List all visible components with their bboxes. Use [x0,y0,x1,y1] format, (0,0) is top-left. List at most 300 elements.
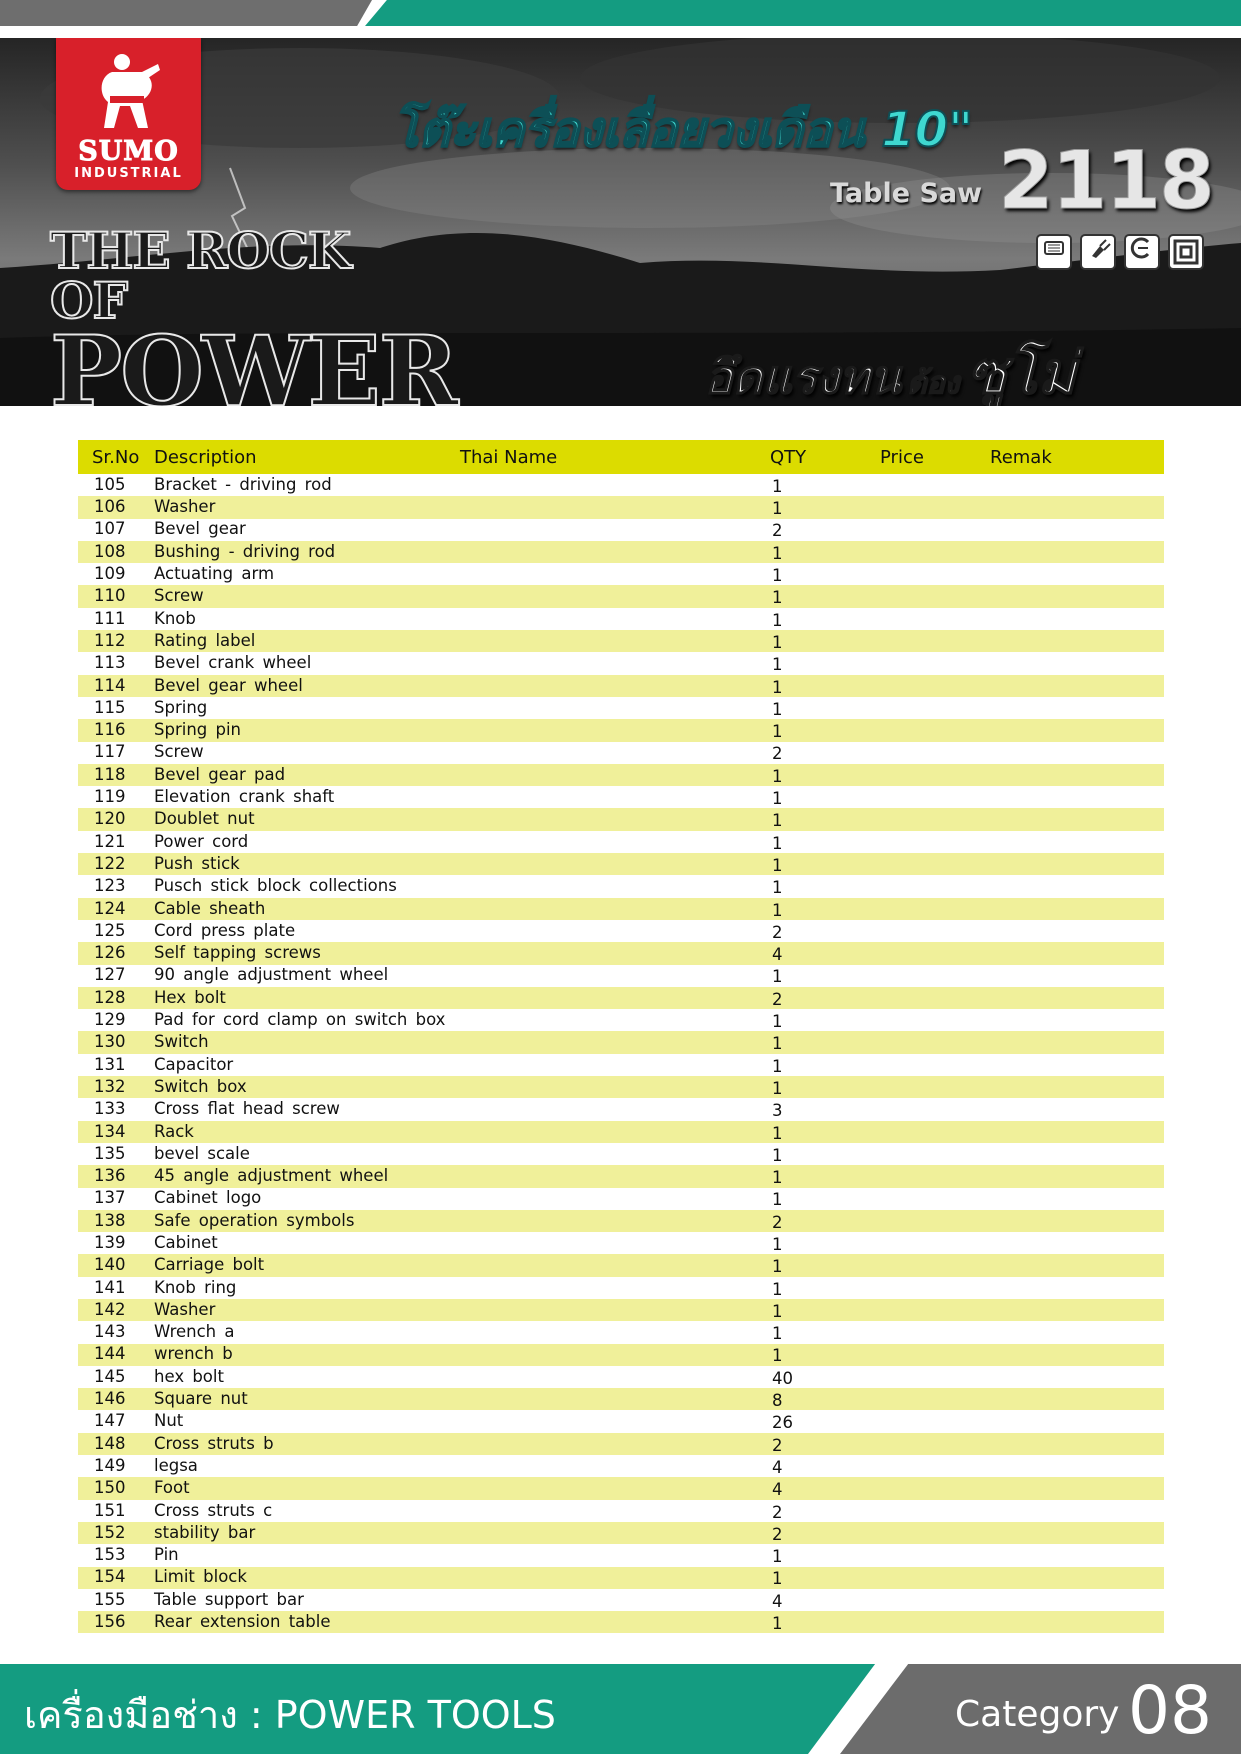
row-remark [990,965,1164,987]
row-srno: 123 [94,876,126,896]
sumo-wrestler-icon [92,50,164,134]
row-thai-name [460,1121,770,1143]
row-remark [990,496,1164,518]
row-description: Cross struts b [150,1433,460,1455]
row-price [880,563,990,585]
row-thai-name [460,764,770,786]
row-thai-name [460,987,770,1009]
header-srno: Sr.No [78,440,150,474]
row-description: Washer [150,496,460,518]
row-qty: 40 [772,1368,793,1388]
row-qty: 8 [770,1388,880,1410]
row-remark [990,1410,1164,1432]
row-qty: 1 [770,719,880,741]
table-row [78,585,1164,607]
row-thai-name [460,630,770,652]
row-qty: 1 [770,541,880,563]
row-thai-name [460,585,770,607]
table-row [78,719,1164,741]
row-remark [990,875,1164,897]
row-srno: 131 [94,1054,126,1074]
table-row [78,1232,1164,1254]
row-description: Washer [150,1299,460,1321]
row-qty: 4 [770,1477,880,1499]
row-description: Rating label [150,630,460,652]
row-srno: 107 [94,519,126,539]
row-qty: 1 [770,1254,880,1276]
row-description: Bracket - driving rod [154,474,332,494]
row-price [880,1388,990,1410]
row-description: Pad for cord clamp on switch box [154,1010,446,1030]
row-remark [990,1188,1164,1210]
row-description: Push stick [150,853,460,875]
row-qty: 1 [770,764,880,786]
table-row [78,1344,1164,1366]
row-remark [990,519,1164,541]
table-row [78,808,1164,830]
row-thai-name [460,652,770,674]
row-thai-name [460,1611,770,1633]
row-qty: 1 [770,496,880,518]
table-row [78,1009,1164,1031]
row-qty: 1 [772,1056,783,1076]
table-row [78,965,1164,987]
row-srno: 154 [78,1567,150,1589]
row-price [880,1098,990,1120]
slogan [50,221,457,406]
row-thai-name [460,1165,770,1187]
row-remark [990,541,1164,563]
header-banner [0,38,1241,406]
table-row [78,1054,1164,1076]
row-remark [990,1366,1164,1388]
row-thai-name [460,898,770,920]
row-description: Switch box [150,1076,460,1098]
row-srno: 121 [94,831,126,851]
row-description: stability bar [150,1522,460,1544]
row-remark [990,1299,1164,1321]
row-description: Elevation crank shaft [154,787,335,807]
row-srno: 111 [94,608,126,628]
row-thai-name [460,474,770,496]
row-remark [990,1277,1164,1299]
row-srno: 149 [94,1455,126,1475]
row-description: Square nut [150,1388,460,1410]
row-price [880,496,990,518]
row-srno: 128 [78,987,150,1009]
table-row [78,496,1164,518]
row-thai-name [460,1054,770,1076]
row-price [880,786,990,808]
row-srno: 141 [94,1277,126,1297]
row-price [880,1567,990,1589]
row-description: Nut [154,1411,184,1431]
row-price [880,1589,990,1611]
row-qty: 1 [770,808,880,830]
table-row [78,920,1164,942]
row-description: Bevel gear pad [150,764,460,786]
row-description: Knob [154,608,196,628]
table-row [78,1522,1164,1544]
row-qty: 1 [770,1299,880,1321]
row-qty: 1 [772,1190,783,1210]
row-srno: 140 [78,1254,150,1276]
row-remark [990,1254,1164,1276]
table-row [78,1544,1164,1566]
row-thai-name [460,1366,770,1388]
row-description: Spring pin [150,719,460,741]
parts-table [78,440,1164,1633]
row-srno: 152 [78,1522,150,1544]
row-qty: 26 [772,1413,793,1433]
row-remark [990,608,1164,630]
row-srno: 137 [94,1188,126,1208]
row-srno: 146 [78,1388,150,1410]
row-remark [990,1567,1164,1589]
row-price [880,987,990,1009]
row-remark [990,1098,1164,1120]
row-description: Bevel crank wheel [154,653,312,673]
row-description: Cable sheath [150,898,460,920]
row-price [880,1210,990,1232]
footer-category-number: 08 [1128,1672,1212,1749]
row-description: Bushing - driving rod [150,541,460,563]
row-thai-name [460,1589,770,1611]
row-qty: 2 [770,1433,880,1455]
row-price [880,541,990,563]
row-description: Cross struts c [154,1500,273,1520]
row-price [880,808,990,830]
row-srno: 110 [78,585,150,607]
row-thai-name [460,675,770,697]
row-remark [990,920,1164,942]
row-price [880,1232,990,1254]
row-srno: 120 [78,808,150,830]
row-srno: 130 [78,1031,150,1053]
row-thai-name [460,920,770,942]
row-remark [990,1009,1164,1031]
row-remark [990,563,1164,585]
row-description: Pin [154,1545,179,1565]
row-thai-name [460,1388,770,1410]
thai-product-title: โต๊ะเครื่องเลื่อยวงเดือน 10" [392,102,974,158]
row-thai-name [460,1210,770,1232]
row-qty: 1 [770,630,880,652]
row-remark [990,742,1164,764]
row-srno: 150 [78,1477,150,1499]
row-description: Knob ring [154,1277,237,1297]
row-price [880,608,990,630]
row-srno: 138 [78,1210,150,1232]
row-thai-name [460,719,770,741]
table-row [78,1366,1164,1388]
table-row [78,1277,1164,1299]
row-qty: 1 [772,1145,783,1165]
row-remark [990,675,1164,697]
slogan-line1: THE ROCK OF [50,221,351,330]
row-qty: 2 [770,1210,880,1232]
top-stripe-teal [365,0,1241,26]
row-qty: 1 [772,1012,783,1032]
row-description: Wrench a [154,1322,235,1342]
row-qty: 1 [772,1324,783,1344]
table-row [78,1210,1164,1232]
row-price [880,831,990,853]
row-description: Cabinet [154,1232,218,1252]
row-description: Bevel gear [154,519,246,539]
table-row [78,1589,1164,1611]
table-row [78,1477,1164,1499]
row-remark [990,987,1164,1009]
table-row [78,1165,1164,1187]
row-thai-name [460,1277,770,1299]
row-thai-name [460,1433,770,1455]
top-stripe-gray [0,0,372,26]
row-srno: 113 [94,653,126,673]
table-row [78,563,1164,585]
row-qty: 1 [772,1279,783,1299]
row-srno: 109 [94,564,126,584]
header-thai-name: Thai Name [460,440,770,474]
table-row [78,1143,1164,1165]
row-thai-name [460,1522,770,1544]
table-row [78,541,1164,563]
row-price [880,1366,990,1388]
row-thai-name [460,808,770,830]
row-description: Self tapping screws [150,942,460,964]
table-row [78,1098,1164,1120]
row-thai-name [460,1143,770,1165]
row-srno: 134 [78,1121,150,1143]
row-price [880,1544,990,1566]
row-price [880,675,990,697]
row-qty: 2 [772,521,783,541]
sumo-logo [56,38,201,190]
table-row [78,1500,1164,1522]
row-srno: 133 [94,1099,126,1119]
row-srno: 147 [94,1411,126,1431]
row-description: Cabinet logo [154,1188,262,1208]
row-description: Cord press plate [154,920,296,940]
row-srno: 148 [78,1433,150,1455]
row-description: Screw [150,585,460,607]
row-srno: 114 [78,675,150,697]
row-price [880,742,990,764]
row-qty: 1 [772,967,783,987]
header-price: Price [880,440,990,474]
row-qty: 2 [772,922,783,942]
row-qty: 4 [770,942,880,964]
row-remark [990,1344,1164,1366]
row-qty: 1 [770,853,880,875]
row-description: bevel scale [154,1143,250,1163]
row-thai-name [460,1544,770,1566]
row-srno: 139 [94,1232,126,1252]
row-thai-name [460,1076,770,1098]
row-price [880,764,990,786]
header-qty: QTY [770,440,880,474]
row-remark [990,1455,1164,1477]
row-qty: 1 [770,675,880,697]
row-thai-name [460,742,770,764]
row-srno: 129 [94,1010,126,1030]
table-row [78,786,1164,808]
row-remark [990,942,1164,964]
row-thai-name [460,1031,770,1053]
row-remark [990,1321,1164,1343]
row-remark [990,474,1164,496]
row-thai-name [460,496,770,518]
row-qty: 1 [772,878,783,898]
footer-category-label: Category [955,1694,1120,1735]
row-description: Hex bolt [150,987,460,1009]
table-row [78,1567,1164,1589]
row-srno: 127 [94,965,126,985]
row-price [880,474,990,496]
row-thai-name [460,1455,770,1477]
row-remark [990,1500,1164,1522]
row-srno: 118 [78,764,150,786]
row-price [880,1009,990,1031]
row-price [880,1165,990,1187]
row-thai-name [460,1188,770,1210]
table-row [78,652,1164,674]
table-header-row [78,440,1164,474]
row-remark [990,1477,1164,1499]
row-price [880,1121,990,1143]
row-remark [990,1165,1164,1187]
table-row [78,675,1164,697]
row-srno: 151 [94,1500,126,1520]
row-thai-name [460,1232,770,1254]
row-thai-name [460,786,770,808]
row-description: Carriage bolt [150,1254,460,1276]
row-qty: 1 [770,1611,880,1633]
row-remark [990,652,1164,674]
row-srno: 126 [78,942,150,964]
row-description: 45 angle adjustment wheel [150,1165,460,1187]
row-price [880,1500,990,1522]
english-product-title: Table Saw [830,178,983,209]
row-thai-name [460,875,770,897]
row-qty: 2 [772,744,783,764]
row-thai-name [460,1477,770,1499]
table-row [78,1299,1164,1321]
row-srno: 142 [78,1299,150,1321]
row-price [880,965,990,987]
row-srno: 136 [78,1165,150,1187]
row-price [880,719,990,741]
row-srno: 135 [94,1143,126,1163]
row-thai-name [460,853,770,875]
top-stripe [0,0,1241,26]
row-thai-name [460,1410,770,1432]
table-row [78,474,1164,496]
table-row [78,942,1164,964]
row-qty: 1 [772,1234,783,1254]
table-row [78,742,1164,764]
row-description: 90 angle adjustment wheel [154,965,389,985]
row-thai-name [460,1500,770,1522]
row-srno: 124 [78,898,150,920]
row-remark [990,808,1164,830]
row-price [880,1277,990,1299]
row-thai-name [460,831,770,853]
row-price [880,630,990,652]
motor-icon [1036,234,1072,270]
row-qty: 4 [772,1457,783,1477]
tagline-part1: อึดแรงทน [705,350,902,404]
row-remark [990,1210,1164,1232]
row-thai-name [460,519,770,541]
row-qty: 1 [770,1344,880,1366]
row-remark [990,697,1164,719]
row-price [880,1321,990,1343]
row-price [880,1455,990,1477]
row-description: Actuating arm [154,564,275,584]
row-qty: 1 [772,476,783,496]
row-price [880,1410,990,1432]
row-srno: 105 [94,474,126,494]
table-row [78,697,1164,719]
row-qty: 2 [772,1502,783,1522]
table-row [78,1121,1164,1143]
table-row [78,1031,1164,1053]
table-row [78,853,1164,875]
row-srno: 122 [78,853,150,875]
tagline-part3: ซูโม่ [967,339,1076,406]
row-price [880,1299,990,1321]
table-row [78,1388,1164,1410]
row-srno: 156 [78,1611,150,1633]
row-qty: 1 [772,699,783,719]
row-qty: 1 [770,898,880,920]
row-description: Limit block [150,1567,460,1589]
row-remark [990,1143,1164,1165]
row-srno: 143 [94,1322,126,1342]
table-row [78,1076,1164,1098]
slogan-line2: POWER [50,315,457,406]
row-qty: 1 [770,1165,880,1187]
row-qty: 1 [772,789,783,809]
row-remark [990,1388,1164,1410]
row-qty: 2 [770,1522,880,1544]
table-row [78,1455,1164,1477]
row-price [880,1477,990,1499]
row-price [880,853,990,875]
row-description: Foot [150,1477,460,1499]
row-thai-name [460,563,770,585]
row-remark [990,764,1164,786]
row-qty: 1 [772,1547,783,1567]
row-srno: 117 [94,742,126,762]
row-thai-name [460,1254,770,1276]
row-srno: 155 [94,1589,126,1609]
row-remark [990,1544,1164,1566]
table-row [78,1410,1164,1432]
row-price [880,898,990,920]
row-thai-name [460,1098,770,1120]
table-row [78,831,1164,853]
row-description: Switch [150,1031,460,1053]
row-remark [990,898,1164,920]
row-srno: 106 [78,496,150,518]
table-row [78,987,1164,1009]
row-price [880,1031,990,1053]
row-price [880,1143,990,1165]
row-price [880,1433,990,1455]
row-srno: 116 [78,719,150,741]
